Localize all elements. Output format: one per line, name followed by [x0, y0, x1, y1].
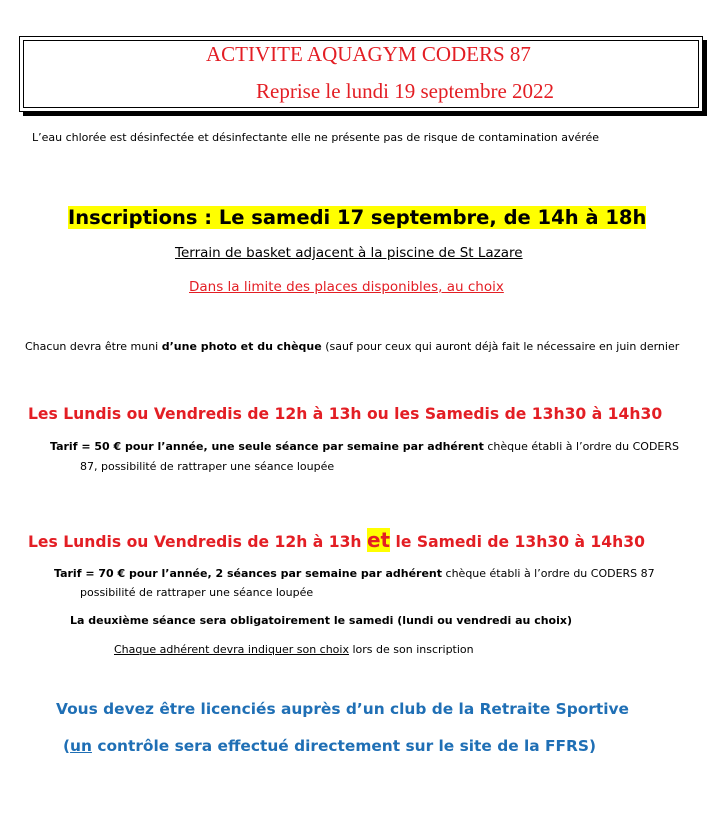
intro-note: L’eau chlorée est désinfectée et désinfectante elle ne présente pas de risque de contamination avérée: [32, 131, 600, 144]
license-line1: Vous devez être licenciés auprès d’un club de la Retraite Sportive: [56, 700, 629, 718]
option2-second-session: La deuxième séance sera obligatoirement le samedi (lundi ou vendredi au choix): [70, 614, 573, 627]
option1-tarif-bold: Tarif = 50 € pour l’année: [50, 440, 204, 453]
option2-tarif: [54, 567, 655, 580]
option2-heading-part2: le Samedi de 13h30 à 14h30: [390, 533, 645, 551]
option2-tarif-rest: chèque établi à l’ordre du CODERS 87: [442, 567, 655, 580]
option2-heading-et: et: [366, 528, 391, 552]
option2-tarif-bold: Tarif = 70 € pour l’année, 2 séances par semaine par adhérent: [54, 567, 443, 580]
inscriptions-limit: Dans la limite des places disponibles, au choix: [189, 279, 504, 295]
option1-tarif-rest: chèque établi à l’ordre du CODERS: [483, 440, 679, 453]
option1-heading: Les Lundis ou Vendredis de 12h à 13h ou les Samedis de 13h30 à 14h30: [28, 405, 663, 423]
option2-choice: [114, 643, 474, 656]
requirements-suffix: (sauf pour ceux qui auront déjà fait le nécessaire en juin dernier: [321, 340, 680, 353]
option1-tarif-mid: , une seule séance par semaine par adhérent: [203, 440, 484, 453]
option2-choice-underlined: Chaque adhérent devra indiquer son choix: [114, 643, 349, 656]
license-line2-un: un: [70, 737, 92, 755]
license-line2-open: (: [63, 737, 71, 755]
option2-tarif-line2: possibilité de rattraper une séance loupée: [80, 586, 314, 599]
option1-tarif: [50, 440, 679, 453]
inscriptions-location: Terrain de basket adjacent à la piscine de St Lazare: [175, 245, 523, 261]
page-title: ACTIVITE AQUAGYM CODERS 87: [206, 42, 531, 66]
requirements-prefix: Chacun devra être muni: [25, 340, 162, 353]
requirements-text: [25, 340, 679, 353]
option2-choice-rest: lors de son inscription: [348, 643, 474, 656]
license-line2: [63, 737, 596, 755]
inscriptions-heading: Inscriptions : Le samedi 17 septembre, de 14h à 18h: [68, 206, 647, 229]
option1-tarif-line2: 87, possibilité de rattraper une séance loupée: [80, 460, 335, 473]
license-line2-rest: contrôle sera effectué directement sur le site de la FFRS): [91, 737, 597, 755]
option2-heading: [28, 529, 645, 553]
option2-heading-part1: Les Lundis ou Vendredis de 12h à 13h: [28, 533, 367, 551]
requirements-bold: d’une photo et du chèque: [161, 340, 322, 353]
page-subtitle: Reprise le lundi 19 septembre 2022: [256, 79, 555, 103]
